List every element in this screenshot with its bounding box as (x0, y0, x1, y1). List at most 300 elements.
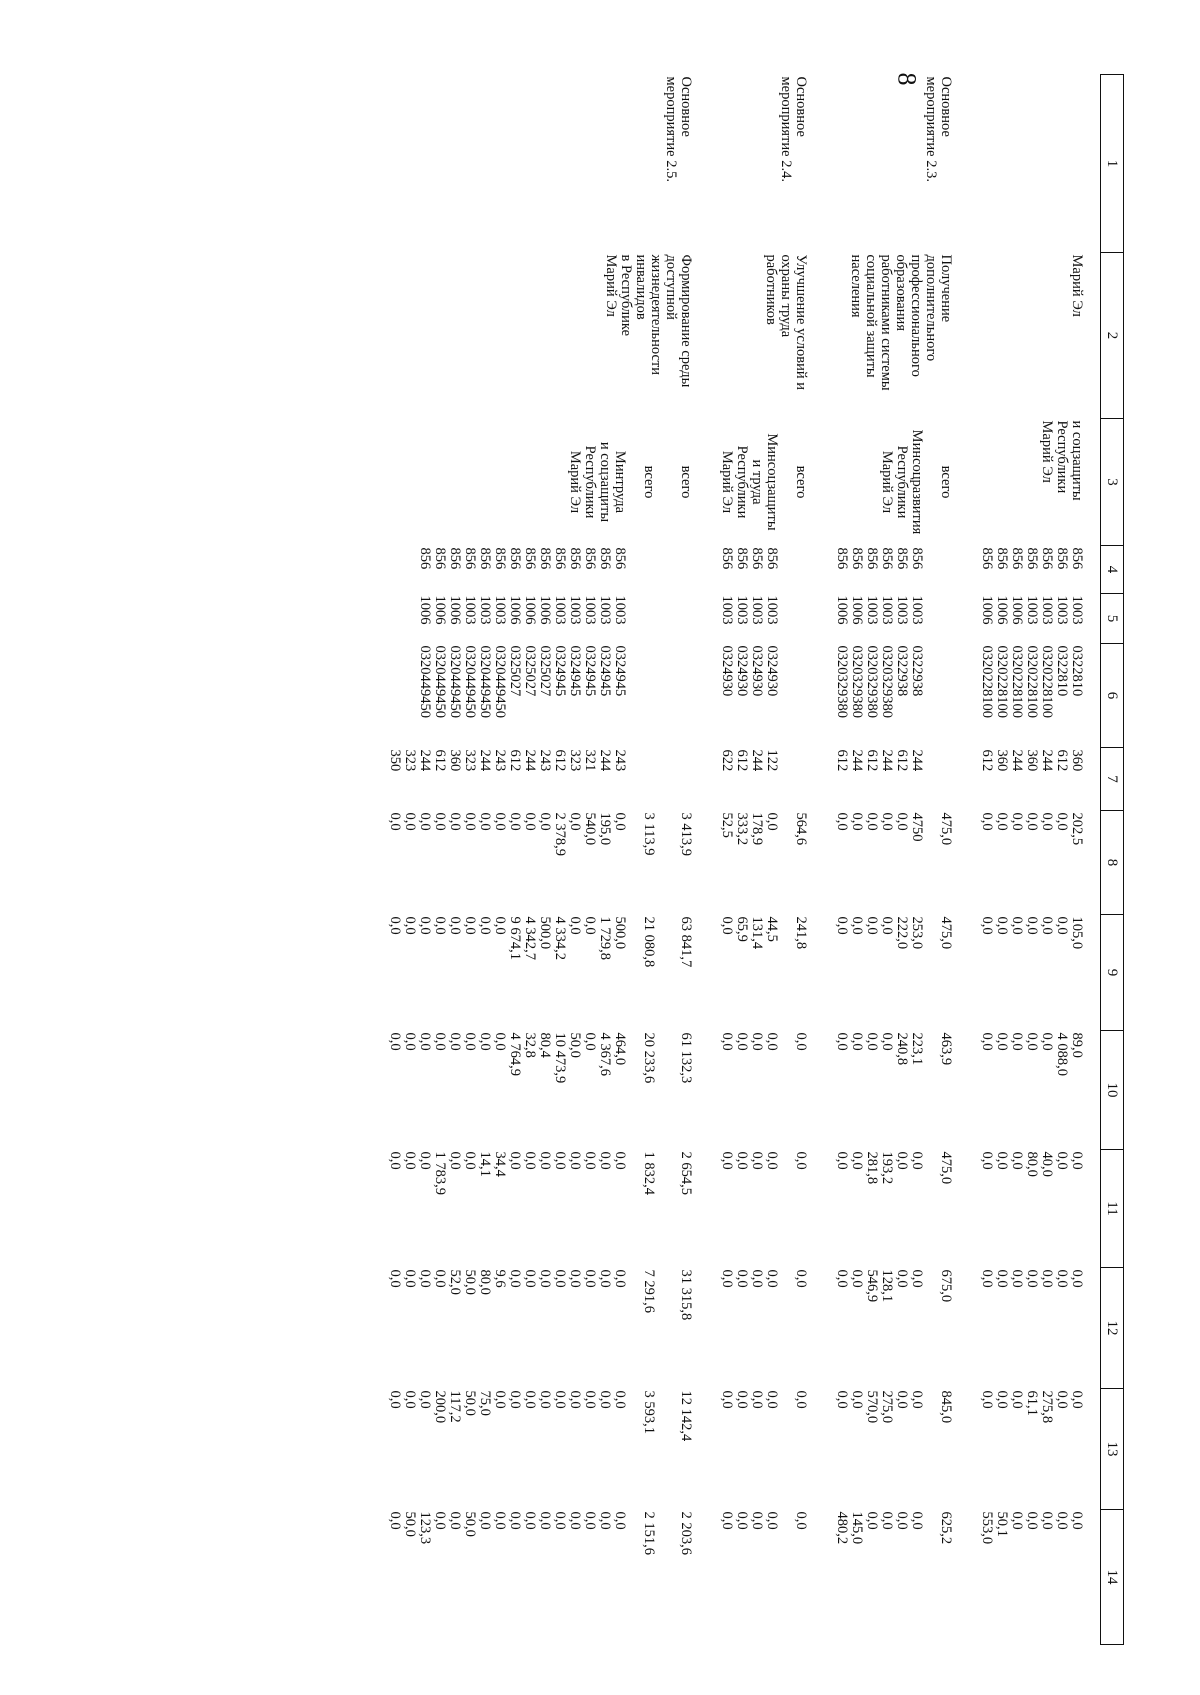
cell-line: 0320228100 (1024, 645, 1040, 718)
cell-line: 0,0 (417, 812, 433, 831)
total-value: 564,6 (793, 812, 809, 846)
cell-line: 1003 (597, 595, 613, 625)
cell-line: 0324945 (567, 645, 583, 697)
cell-line: 0,0 (864, 1032, 880, 1051)
cell-line: 0,0 (719, 1390, 735, 1409)
cell-line: 0,0 (582, 1032, 598, 1051)
cell-line: 612 (507, 749, 523, 772)
cell-line: 0322938 (894, 645, 910, 697)
cell-line: 0,0 (979, 812, 995, 831)
column-number-header-row (1101, 75, 1124, 1645)
grbs-cell (979, 546, 1101, 594)
value-cell (979, 1510, 1101, 1645)
cell-line: Марий Эл (879, 450, 895, 514)
cell-line: 244 (749, 749, 765, 772)
cell-line: 0,0 (492, 916, 508, 935)
cell-line: 856 (462, 547, 478, 570)
total-value: 475,0 (938, 812, 954, 846)
cell-line: 0,0 (719, 1032, 735, 1051)
value-cell (387, 1389, 641, 1510)
value-cell (834, 1510, 938, 1645)
cell-line: 0,0 (1039, 1032, 1055, 1051)
cell-line: 52,5 (719, 812, 735, 838)
cell-line: 0,0 (402, 916, 418, 935)
cell-line: 0,0 (552, 1511, 568, 1530)
cell-line: 856 (894, 547, 910, 570)
cell-line: 350 (387, 749, 403, 772)
total-label: всего (938, 465, 954, 499)
header-cell: 10 (1101, 1031, 1124, 1150)
cell-line: 0,0 (567, 1390, 583, 1409)
cell-line: 0,0 (537, 1511, 553, 1530)
cell-line: 50,0 (402, 1511, 418, 1537)
cell-line: 0,0 (864, 1511, 880, 1530)
cell-line: 612 (834, 749, 850, 772)
value-cell (719, 915, 793, 1031)
cell-line: 0324930 (764, 645, 780, 697)
cell-line: 0,0 (749, 1390, 765, 1409)
cell-line: 80,4 (537, 1032, 553, 1058)
cell-line: 856 (1069, 547, 1085, 570)
cell-line: 0,0 (994, 1269, 1010, 1288)
cell-line: 1006 (834, 595, 850, 625)
cell-line: 243 (537, 749, 553, 772)
cell-line: 44,5 (764, 916, 780, 942)
cell-line: 0,0 (387, 1032, 403, 1051)
cell-line: 612 (432, 749, 448, 772)
vr-cell (719, 748, 793, 811)
cell-line: 0,0 (879, 1032, 895, 1051)
cell-line: 0320228100 (979, 645, 995, 718)
cell-line: 0,0 (402, 1390, 418, 1409)
cell-line: 553,0 (979, 1511, 995, 1545)
cell-line: 0324945 (582, 645, 598, 697)
cell-line: 0,0 (492, 1511, 508, 1530)
cell-line: 0,0 (734, 1511, 750, 1530)
cell-line: 1003 (492, 595, 508, 625)
cell-line: 275,0 (879, 1390, 895, 1424)
cell-line: 0,0 (597, 1390, 613, 1409)
cell-line: 360 (447, 749, 463, 772)
csr-cell (979, 644, 1101, 748)
cell-line: 1003 (477, 595, 493, 625)
table-row-m25-total (678, 75, 719, 1645)
cell-line: 0,0 (979, 916, 995, 935)
value-cell (834, 915, 938, 1031)
cell-line: 500,0 (612, 916, 628, 950)
cell-line: охраны труда (778, 254, 794, 338)
cell-line: 1003 (879, 595, 895, 625)
subtotal-value: 21 080,8 (641, 916, 657, 968)
cell-line: 856 (849, 547, 865, 570)
total-value: 625,2 (938, 1511, 954, 1545)
cell-line: 0,0 (447, 1151, 463, 1170)
cell-line: 856 (432, 547, 448, 570)
subtotal-value: 20 233,6 (641, 1032, 657, 1084)
cell-line: и соцзащиты (597, 441, 613, 523)
cell-line: 0,0 (764, 812, 780, 831)
cell-line: 0,0 (979, 1269, 995, 1288)
cell-line: 0,0 (1039, 916, 1055, 935)
cell-line: 0322810 (1054, 645, 1070, 697)
cell-line: 1006 (507, 595, 523, 625)
cell-line: 1003 (734, 595, 750, 625)
cell-line: 323 (567, 749, 583, 772)
value-cell (387, 1031, 641, 1150)
cell-line: 0,0 (447, 916, 463, 935)
cell-line: 360 (994, 749, 1010, 772)
subtotal-value: 1 832,4 (641, 1151, 657, 1195)
cell-line: 0,0 (1024, 1032, 1040, 1051)
rzpr-cell (834, 594, 938, 644)
cell-line: 612 (894, 749, 910, 772)
cell-line: 243 (612, 749, 628, 772)
cell-line: 2 378,9 (552, 812, 568, 856)
cell-line: 856 (1039, 547, 1055, 570)
cell-line: Основное (678, 76, 694, 137)
vr-cell (979, 748, 1101, 811)
table-row-m23-total (938, 75, 979, 1645)
cell-line: 1003 (567, 595, 583, 625)
value-cell (387, 1150, 641, 1268)
total-value: 31 315,8 (678, 1269, 694, 1321)
cell-line: 856 (507, 547, 523, 570)
cell-line: 0,0 (612, 1151, 628, 1170)
cell-line: 464,0 (612, 1032, 628, 1066)
cell-line: 1003 (764, 595, 780, 625)
cell-line: 4 367,6 (597, 1032, 613, 1076)
cell-line: 0,0 (567, 916, 583, 935)
cell-line: 480,2 (834, 1511, 850, 1545)
cell-line: 244 (417, 749, 433, 772)
cell-line: 0,0 (522, 1269, 538, 1288)
cell-line: 612 (552, 749, 568, 772)
cell-line: 275,8 (1039, 1390, 1055, 1424)
cell-line: 1003 (552, 595, 568, 625)
cell-line: 222,0 (894, 916, 910, 950)
value-cell (979, 811, 1101, 915)
cell-line: 0,0 (879, 812, 895, 831)
cell-line: 856 (537, 547, 553, 570)
cell-line: 244 (522, 749, 538, 772)
cell-line: 0,0 (764, 1032, 780, 1051)
cell-line: 0,0 (849, 1151, 865, 1170)
value-cell (719, 1510, 793, 1645)
grbs-cell (834, 546, 938, 594)
cell-line: 128,1 (879, 1269, 895, 1303)
cell-line: 0,0 (909, 1269, 925, 1288)
cell-line: 1006 (994, 595, 1010, 625)
cell-line: 243 (492, 749, 508, 772)
cell-line: 0,0 (834, 1032, 850, 1051)
cell-line: 1003 (864, 595, 880, 625)
cell-line: 0,0 (1024, 1269, 1040, 1288)
cell-line: Улучшение условий и (793, 254, 809, 391)
cell-line: 546,9 (864, 1269, 880, 1303)
cell-line: 0,0 (909, 1151, 925, 1170)
cell-line: 856 (477, 547, 493, 570)
cell-line: 612 (979, 749, 995, 772)
cell-line: 0,0 (462, 916, 478, 935)
cell-line: 0325027 (507, 645, 523, 697)
cell-line: 0,0 (582, 1269, 598, 1288)
value-cell (719, 1150, 793, 1268)
cell-line: 14,1 (477, 1151, 493, 1177)
table-row-m24-total (793, 75, 834, 1645)
cell-line: 40,0 (1039, 1151, 1055, 1177)
measure-name-cell (719, 253, 834, 419)
cell-line: 0,0 (1039, 812, 1055, 831)
cell-line: 61,1 (1024, 1390, 1040, 1416)
header-cell: 3 (1101, 419, 1124, 546)
csr-cell (719, 644, 793, 748)
cell-line: 244 (597, 749, 613, 772)
cell-line: 244 (1039, 749, 1055, 772)
cell-line: 0320228100 (1009, 645, 1025, 718)
cell-line: 333,2 (734, 812, 750, 846)
cell-line: 0322938 (909, 645, 925, 697)
cell-line: 0,0 (537, 812, 553, 831)
value-cell (979, 915, 1101, 1031)
cell-line: 202,5 (1069, 812, 1085, 846)
cell-line: 856 (597, 547, 613, 570)
cell-line: Марий Эл (1039, 420, 1055, 483)
cell-line: 1 729,8 (597, 916, 613, 960)
value-cell (387, 1510, 641, 1645)
cell-line: 0,0 (507, 1269, 523, 1288)
cell-line: 0,0 (1024, 812, 1040, 831)
cell-line: 0,0 (477, 812, 493, 831)
cell-line: 1003 (1054, 595, 1070, 625)
cell-line: 1003 (749, 595, 765, 625)
cell-line: 0,0 (764, 1390, 780, 1409)
cell-line: 323 (402, 749, 418, 772)
total-value: 2 203,6 (678, 1511, 694, 1555)
cell-line: 0,0 (994, 1390, 1010, 1409)
cell-line: 0,0 (994, 1151, 1010, 1170)
cell-line: 0,0 (402, 1032, 418, 1051)
header-cell: 13 (1101, 1389, 1124, 1510)
cell-line: 0,0 (849, 1390, 865, 1409)
cell-line: 0,0 (1054, 812, 1070, 831)
cell-line: 0,0 (432, 1032, 448, 1051)
cell-line: 0,0 (909, 1390, 925, 1409)
cell-line: 0,0 (1009, 812, 1025, 831)
cell-line: 131,4 (749, 916, 765, 950)
cell-line: 0,0 (462, 1032, 478, 1051)
budget-table (387, 74, 1124, 1645)
cell-line: 1006 (849, 595, 865, 625)
cell-line: 856 (834, 547, 850, 570)
cell-line: 0,0 (719, 916, 735, 935)
subtotal-value: 3 593,1 (641, 1390, 657, 1434)
cell-line: 856 (979, 547, 995, 570)
cell-line: 0,0 (387, 916, 403, 935)
measure-code-cell (387, 75, 719, 253)
csr-cell (834, 644, 938, 748)
cell-line: 50,0 (567, 1032, 583, 1058)
cell-line: 0,0 (582, 1151, 598, 1170)
cell-line: 0,0 (417, 1032, 433, 1051)
measure-code-cell (834, 72, 979, 253)
cell-line: 4 764,9 (507, 1032, 523, 1076)
cell-line: 0,0 (1054, 1151, 1070, 1170)
cell-line: 105,0 (1069, 916, 1085, 950)
cell-line: 0,0 (894, 1511, 910, 1530)
cell-line: Республики (582, 445, 598, 519)
value-cell (834, 1268, 938, 1389)
cell-line: Марий Эл (603, 254, 619, 317)
cell-line: 0,0 (567, 1269, 583, 1288)
total-value: 61 132,3 (678, 1032, 694, 1084)
total-value: 3 413,9 (678, 812, 694, 856)
cell-line: 1006 (537, 595, 553, 625)
cell-line: 1003 (909, 595, 925, 625)
executor-cell (387, 419, 641, 546)
cell-line: 1006 (417, 595, 433, 625)
cell-line: 0320329380 (879, 645, 895, 718)
cell-line: 1003 (462, 595, 478, 625)
cell-line: 223,1 (909, 1032, 925, 1066)
cell-line: 0,0 (734, 1032, 750, 1051)
cell-line: 244 (879, 749, 895, 772)
cell-line: 612 (734, 749, 750, 772)
value-cell (719, 1389, 793, 1510)
cell-line: Основное (938, 76, 954, 137)
cell-line: 0,0 (909, 1511, 925, 1530)
vr-cell (834, 748, 938, 811)
value-cell (979, 1150, 1101, 1268)
cell-line: 1003 (719, 595, 735, 625)
cell-line: 0,0 (849, 812, 865, 831)
cell-line: 0,0 (387, 1511, 403, 1530)
cell-line: 178,9 (749, 812, 765, 846)
cell-line: 0,0 (719, 1151, 735, 1170)
cell-line: 0,0 (387, 1390, 403, 1409)
cell-line: 0,0 (567, 812, 583, 831)
cell-line: Минсоцзащиты (764, 433, 780, 531)
cell-line: 0320228100 (994, 645, 1010, 718)
cell-line: 0,0 (612, 812, 628, 831)
header-cell: 1 (1101, 75, 1124, 253)
cell-line: 0,0 (417, 1390, 433, 1409)
cell-line: 1003 (1039, 595, 1055, 625)
cell-line: 0,0 (734, 1151, 750, 1170)
total-label: всего (678, 465, 694, 499)
value-cell (979, 1031, 1101, 1150)
cell-line: 0,0 (432, 1511, 448, 1530)
cell-line: 0,0 (834, 916, 850, 935)
cell-line: 0,0 (894, 1151, 910, 1170)
value-cell (834, 1150, 938, 1268)
executor-cell (834, 419, 938, 546)
cell-line: 1003 (1069, 595, 1085, 625)
cell-line: 0,0 (417, 1151, 433, 1170)
cell-line: населения (848, 254, 864, 318)
cell-line: 0,0 (477, 916, 493, 935)
cell-line: 0,0 (477, 1511, 493, 1530)
cell-line: 0,0 (749, 1151, 765, 1170)
measure-name-cell (387, 253, 719, 419)
cell-line: 0,0 (387, 1269, 403, 1288)
cell-line: 0,0 (1009, 1269, 1025, 1288)
cell-line: 0322810 (1069, 645, 1085, 697)
cell-line: 856 (864, 547, 880, 570)
cell-line: 193,2 (879, 1151, 895, 1185)
cell-line: работниками системы (878, 254, 894, 391)
cell-line: 1006 (1009, 595, 1025, 625)
cell-line: 244 (1009, 749, 1025, 772)
cell-line: 0,0 (492, 1390, 508, 1409)
cell-line: 622 (719, 749, 735, 772)
value-cell (834, 811, 938, 915)
header-cell: 5 (1101, 594, 1124, 644)
header-cell: 4 (1101, 546, 1124, 594)
cell-line: 52,0 (447, 1269, 463, 1295)
cell-line: 323 (462, 749, 478, 772)
cell-line: 0,0 (719, 1269, 735, 1288)
cell-line: 0,0 (849, 1032, 865, 1051)
table-row-mari-el-continuation (979, 75, 1101, 1645)
cell-line: 0324945 (552, 645, 568, 697)
cell-line: 0,0 (834, 1151, 850, 1170)
cell-line: 0,0 (402, 1151, 418, 1170)
cell-line: дополнительного (923, 254, 939, 362)
cell-line: 0,0 (1009, 1151, 1025, 1170)
cell-line: 0,0 (1054, 1511, 1070, 1530)
cell-line: 0324945 (612, 645, 628, 697)
cell-line: 856 (492, 547, 508, 570)
cell-line: 0320228100 (1039, 645, 1055, 718)
cell-line: 856 (417, 547, 433, 570)
cell-line: Получение (938, 254, 954, 323)
cell-line: 0,0 (734, 1390, 750, 1409)
cell-line: 0324930 (734, 645, 750, 697)
subtotal-value: 7 291,6 (641, 1269, 657, 1313)
cell-line: 4750 (909, 812, 925, 842)
cell-line: 856 (719, 547, 735, 570)
total-label: всего (793, 465, 809, 499)
cell-line: 1006 (432, 595, 448, 625)
cell-line: 0,0 (1009, 1390, 1025, 1409)
cell-line: 1006 (979, 595, 995, 625)
cell-line: 0,0 (432, 812, 448, 831)
rzpr-cell (387, 594, 641, 644)
cell-line: 856 (734, 547, 750, 570)
csr-cell (387, 644, 641, 748)
rzpr-cell (979, 594, 1101, 644)
value-cell (834, 1031, 938, 1150)
cell-line: мероприятие 2.5. (663, 76, 679, 182)
cell-line: 0,0 (979, 1151, 995, 1170)
cell-line: 0,0 (477, 1032, 493, 1051)
cell-line: 0320449450 (492, 645, 508, 718)
cell-line: 360 (1024, 749, 1040, 772)
cell-line: 0,0 (387, 1151, 403, 1170)
page-number: 8 (892, 72, 922, 86)
cell-line: 856 (447, 547, 463, 570)
cell-line: 856 (994, 547, 1010, 570)
cell-line: 0,0 (387, 812, 403, 831)
cell-line: 50,1 (994, 1511, 1010, 1537)
cell-line: 856 (522, 547, 538, 570)
cell-line: 0,0 (1054, 916, 1070, 935)
cell-line: в Республике (618, 254, 634, 337)
cell-line: 0,0 (492, 812, 508, 831)
cell-line: 321 (582, 749, 598, 772)
cell-line: 0320329380 (849, 645, 865, 718)
cell-line: 4 334,2 (552, 916, 568, 960)
